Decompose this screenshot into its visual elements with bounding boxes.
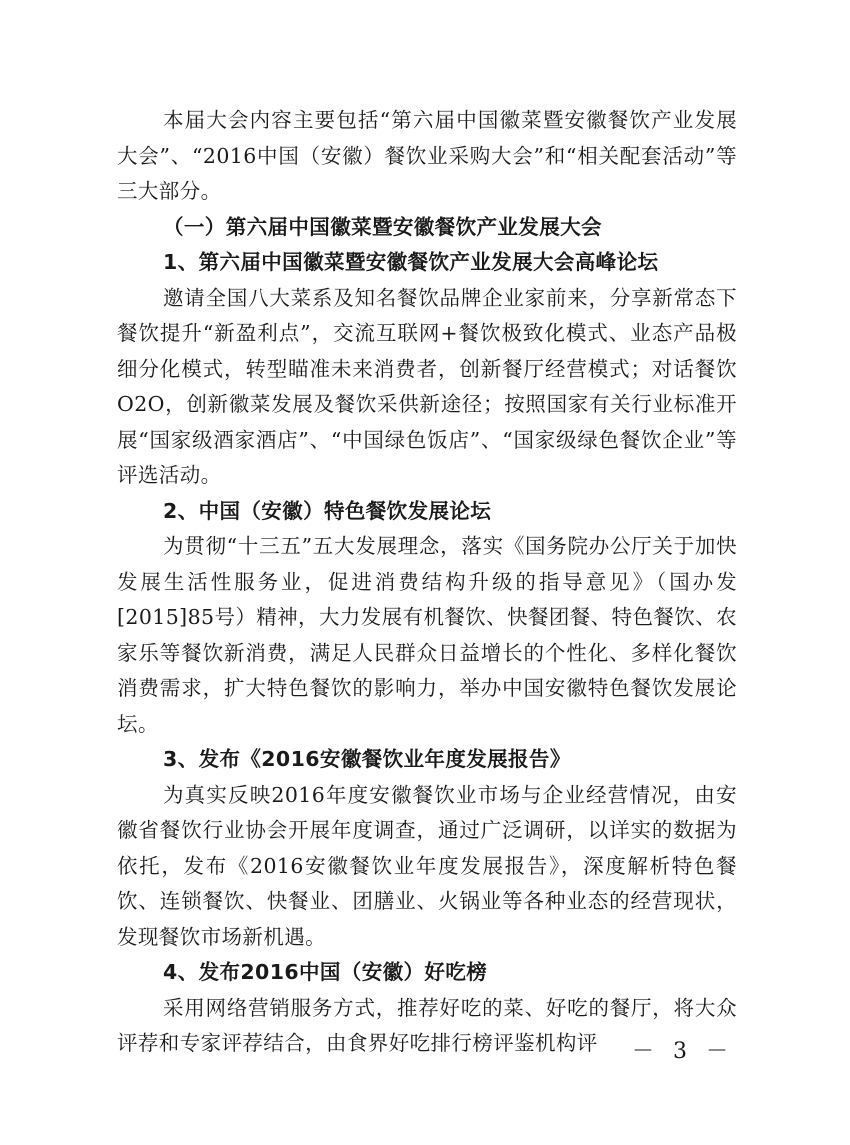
item-1-heading: 1、第六届中国徽菜暨安徽餐饮产业发展大会高峰论坛 (163, 250, 659, 274)
item-2-heading: 2、中国（安徽）特色餐饮发展论坛 (163, 498, 492, 523)
page-number: － 3 － (632, 1039, 734, 1064)
item-3-heading: 3、发布《2016安徽餐饮业年度发展报告》 (163, 747, 571, 771)
item-4-heading: 4、发布2016中国（安徽）好吃榜 (163, 960, 488, 984)
section-heading: （一）第六届中国徽菜暨安徽餐饮产业发展大会 (163, 214, 602, 239)
item-1-body: 邀请全国八大菜系及知名餐饮品牌企业家前来，分享新常态下餐饮提升“新盈利点”，交流互联网+餐饮极致化模式、业态产品极细分化模式，转型瞄准未来消费者，创新餐厅经营模式；对话餐饮O2O，创新徽菜发展及餐饮采供新途径；按照国家有关行业标准开展“国家级酒家酒店”、“中国绿色饭店”、“国家级绿色餐饮企业”等评选活动。 (117, 285, 737, 487)
item-2-body: 为贯彻“十三五”五大发展理念，落实《国务院办公厅关于加快发展生活性服务业，促进消费结构升级的指导意见》（国办发[2015]85号）精神，大力发展有机餐饮、快餐团餐、特色餐饮、农家乐等餐饮新消费，满足人民群众日益增长的个性化、多样化餐饮消费需求，扩大特色餐饮的影响力，举办中国安徽特色餐饮发展论坛。 (117, 534, 737, 736)
intro-paragraph: 本届大会内容主要包括“第六届中国徽菜暨安徽餐饮产业发展大会”、“2016中国（安徽）餐饮业采购大会”和“相关配套活动”等三大部分。 (117, 108, 737, 203)
item-4-body: 采用网络营销服务方式，推荐好吃的菜、好吃的餐厅，将大众评荐和专家评荐结合，由食界好吃排行榜评鉴机构评 (117, 995, 737, 1055)
document-page (117, 103, 737, 1062)
item-3-body: 为真实反映2016年度安徽餐饮业市场与企业经营情况，由安徽省餐饮行业协会开展年度调查，通过广泛调研，以详实的数据为依托，发布《2016安徽餐饮业年度发展报告》，深度解析特色餐饮、连锁餐饮、快餐业、团膳业、火锅业等各种业态的经营现状，发现餐饮市场新机遇。 (117, 782, 737, 949)
